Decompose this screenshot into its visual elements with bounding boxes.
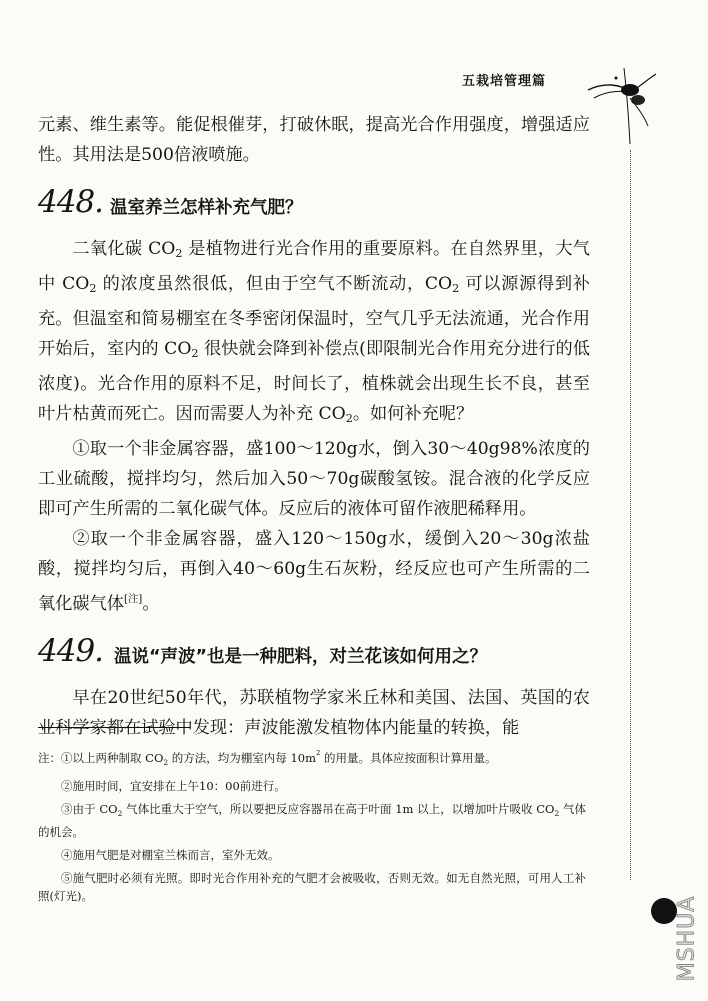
- main-content: [38, 110, 590, 743]
- margin-dotted-line: [630, 150, 631, 880]
- section-title: 栽培管理篇: [476, 74, 547, 89]
- footnote-3: ③由于 $CO_2$ 气体比重大于空气，所以要把反应容器吊在高于叶面 1m 以上，以增加叶片吸收 $CO_2$ 气体的机会。: [38, 802, 586, 839]
- running-header: [462, 70, 546, 89]
- intro-paragraph: 元素、维生素等。能促根催芽，打破休眠，提高光合作用强度，增强适应性。其用法是500倍液喷施。: [38, 115, 590, 165]
- footnote-2: ②施用时间，宜安排在上午10：00前进行。: [61, 779, 286, 793]
- question-title: 温说“声波”也是一种肥料，对兰花该如何用之？: [114, 647, 488, 667]
- q449-paragraph-1: 早在20世纪50年代，苏联植物学家米丘林和美国、法国、英国的农业科学家都在试验中发现：声波能激发植物体内能量的转换，能: [38, 688, 590, 738]
- q448-paragraph-1: 二氧化碳 $CO_2$ 是植物进行光合作用的重要原料。在自然界里，大气中 $CO_2$ 的浓度虽然很低，但由于空气不断流动，$CO_2$ 可以源源得到补充。但温室和简易棚室在冬季密闭保温时，空气几乎无法流通，光合作用开始后，室内的 $CO_2$ 很快就会降到补偿点(即限制光合作用充分进行的低浓度)。光合作用的原料不足，时间长了，植株就会出现生长不良，甚至叶片枯黄而死亡。因而需要人为补充 $CO_2$。如何补充呢？: [38, 239, 590, 425]
- footnote-4: ④施用气肥是对棚室兰株而言，室外无效。: [61, 848, 280, 862]
- footnote-divider: [38, 727, 190, 728]
- question-number: 448.: [38, 184, 104, 220]
- question-448-heading: [38, 184, 590, 224]
- watermark: MSHUA: [674, 895, 700, 981]
- q448-paragraph-3: ②取一个非金属容器，盛入120～150g水，缓倒入20～30g浓盐酸，搅拌均匀后，再倒入40～60g生石灰粉，经反应也可产生所需的二氧化碳气体[注]。: [38, 529, 590, 614]
- footnote-1: 注：①以上两种制取 $CO_2$ 的方法，均为棚室内每 $10m^2$ 的用量。具体应按面积计算用量。: [38, 749, 497, 767]
- q448-paragraph-2: ①取一个非金属容器，盛100～120g水，倒入30～40g98%浓度的工业硫酸，搅拌均匀，然后加入50～70g碳酸氢铵。混合液的化学反应即可产生所需的二氧化碳气体。反应后的液体可留作液肥稀释用。: [38, 439, 590, 519]
- section-number: 五: [462, 74, 477, 89]
- question-number: 449.: [38, 633, 104, 669]
- footnote-5: ⑤施气肥时必须有光照。即时光合作用补充的气肥才会被吸收，否则无效。如无自然光照，可用人工补照(灯光)。: [38, 871, 586, 903]
- footnotes: [38, 744, 586, 910]
- question-449-heading: [38, 633, 590, 673]
- question-title: 温室养兰怎样补充气肥？: [110, 198, 303, 218]
- orchid-icon: [586, 64, 658, 146]
- footnote-ref: [注]: [123, 593, 143, 605]
